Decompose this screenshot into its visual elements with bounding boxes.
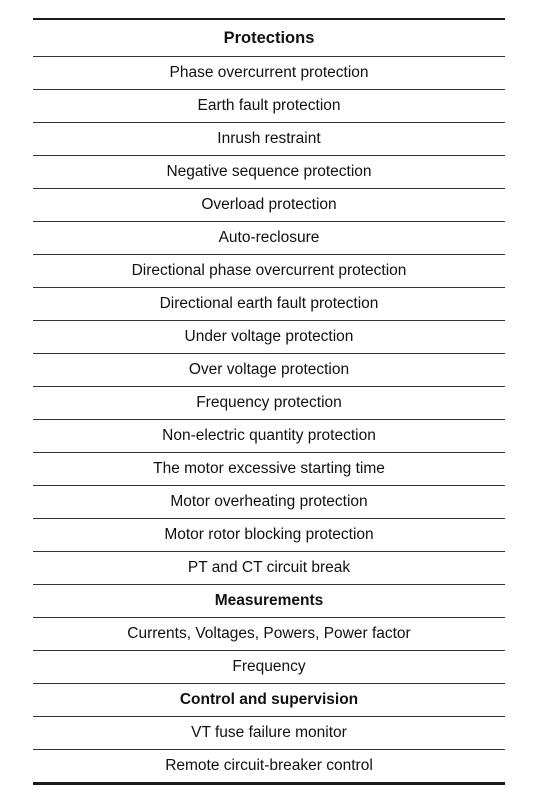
table-row: Negative sequence protection: [33, 156, 505, 189]
table-row: Frequency protection: [33, 387, 505, 420]
table-row: VT fuse failure monitor: [33, 717, 505, 750]
table-row: Overload protection: [33, 189, 505, 222]
table-row: Motor rotor blocking protection: [33, 519, 505, 552]
table-row: Non-electric quantity protection: [33, 420, 505, 453]
function-table: [33, 18, 505, 785]
table-row: Currents, Voltages, Powers, Power factor: [33, 618, 505, 651]
table-section-row: Control and supervision: [33, 684, 505, 717]
table-bottom-rule: [33, 782, 505, 785]
table-row: Phase overcurrent protection: [33, 57, 505, 90]
table-row: Remote circuit-breaker control: [165, 757, 373, 774]
table-row: Directional earth fault protection: [33, 288, 505, 321]
table-row: Over voltage protection: [33, 354, 505, 387]
table-header-row: Protections: [33, 20, 505, 57]
table-row: Directional phase overcurrent protection: [33, 255, 505, 288]
table-section-row: Measurements: [33, 585, 505, 618]
table-row: Inrush restraint: [33, 123, 505, 156]
table-row: Frequency: [33, 651, 505, 684]
table-row: The motor excessive starting time: [33, 453, 505, 486]
table-row: Under voltage protection: [33, 321, 505, 354]
table-row: Motor overheating protection: [33, 486, 505, 519]
table-rows: [33, 20, 505, 782]
table-row: Auto-reclosure: [33, 222, 505, 255]
table-row: PT and CT circuit break: [33, 552, 505, 585]
table-row: Earth fault protection: [33, 90, 505, 123]
